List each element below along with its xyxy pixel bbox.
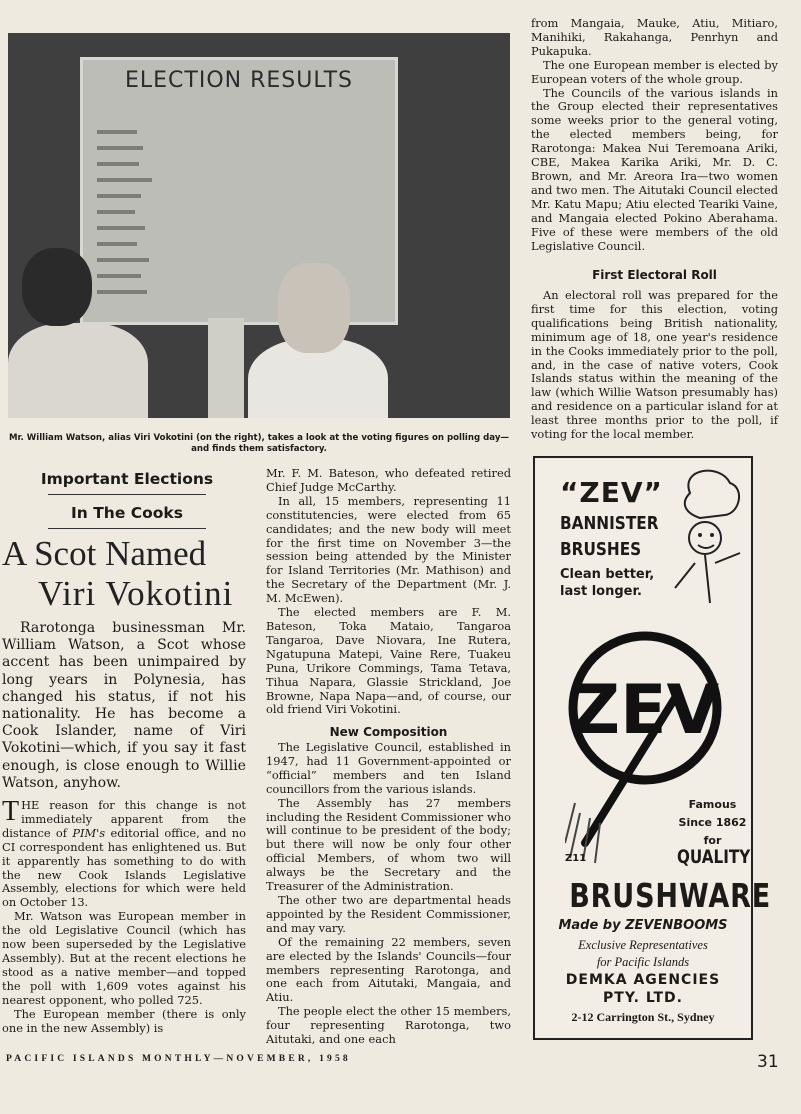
- photo-caption: Mr. William Watson, alias Viri Vokotini (on the right), takes a look at the voting figures on polling day—and finds them satisfactory.: [8, 433, 510, 454]
- logo-text: ZEV: [570, 671, 720, 750]
- article-title-line2: Viri Vokotini: [38, 574, 234, 613]
- divider: [48, 494, 206, 495]
- right-column-top: [531, 17, 778, 253]
- paragraph: The European member (there is only one in the new Assembly) is: [2, 1006, 246, 1035]
- paragraph: THE reason for this change is not immediately apparent from the distance of PIM's editorial office, and no CI correspondent has enlightened us. But it apparently has something to do with the new Cook Islands Legislative Assembly, elections for which were held on October 13.: [2, 796, 247, 910]
- heading-cooks: In The Cooks: [71, 504, 183, 522]
- results-board: [80, 57, 398, 325]
- brush-icon: [565, 693, 685, 863]
- ad-famous: Famous Since 1862 for: [678, 798, 747, 847]
- divider: [48, 528, 206, 529]
- ad-exclusive-line1: Exclusive Representatives: [578, 938, 708, 952]
- man-left: [8, 323, 148, 418]
- ad-code: Z11: [565, 853, 587, 864]
- paragraph: The other two are departmental heads appointed by the Resident Commissioner, and may vary.: [266, 892, 511, 935]
- paragraph: from Mangaia, Mauke, Atiu, Mitiaro, Manihiki, Rakahanga, Penrhyn and Pukapuka.: [531, 16, 778, 58]
- right-column-middle: [531, 289, 778, 442]
- ad-quality: QUALITY: [677, 846, 751, 868]
- paragraph: The elected members are F. M. Bateson, Toka Mataio, Tangaroa Tangaroa, Dave Niovara, Ine Rutera, Ngatupuna Matepi, Vaine Rere, Tuakeu Puna, Urikore Commings, Tama Tetava, Tihua Napara, Glassie Strickland, Joe Browne, Napa Napa—and, of course, our old friend Viri Vokotini.: [266, 605, 511, 717]
- ad-brushes: BRUSHES: [560, 539, 642, 560]
- ad-zev-heading: “ZEV”: [560, 476, 663, 509]
- paragraph: The Assembly has 27 members including the Resident Commissioner who will continue to be president of the body; but there will now be only four other official Members, of whom two will always be the Secretary and the Treasurer of the Administration.: [266, 795, 511, 894]
- paragraph: Mr. Watson was European member in the old Legislative Council (which has now been superseded by the Legislative Assembly). But at the recent elections he stood as a native member—and topped the poll with 1,609 votes against his nearest opponent, who polled 725.: [2, 909, 246, 1007]
- paragraph: Of the remaining 22 members, seven are elected by the Islands' Councils—four members representing Rarotonga, and one each from Aitutaki, Mangaia, and Atiu.: [266, 934, 511, 1005]
- mascot-icon: [660, 463, 750, 613]
- paragraph: The Councils of the various islands in the Group elected their representatives some weeks prior to the general voting, the elected members being, for Rarotonga: Makea Nui Teremoana Ariki, CBE, Makea Karika Ariki, Mr. D. C. Brown, and Mr. Areora Ira—two women and two men. The Aitutaki Council elected Mr. Katu Mapu; Atiu elected Teariki Vaine, and Mangaia elected Pokino Aberahama. Five of these were members of the old Legislative Council.: [531, 85, 778, 253]
- paragraph: The one European member is elected by European voters of the whole group.: [531, 57, 778, 86]
- heading-important: Important Elections: [40, 470, 214, 488]
- left-column-body: [2, 796, 247, 1035]
- board-title: ELECTION RESULTS: [125, 68, 353, 93]
- ad-demka: DEMKA AGENCIES: [565, 972, 721, 988]
- ad-brushware: BRUSHWARE: [569, 876, 772, 915]
- election-photo: [8, 33, 510, 418]
- article-title-line1: A Scot Named: [2, 534, 207, 573]
- subheading-new-composition: New Composition: [329, 725, 448, 739]
- zev-brush-advertisement: [533, 456, 772, 1040]
- middle-column-top: [266, 467, 511, 717]
- paragraph: In all, 15 members, representing 11 constitutencies, were elected from 65 candidates; and the new body will meet for the first time on November 3—the session being attended by the Minister for Island Territories (Mr. Mathison) and the Secretary of the Department (Mr. J. M. McEwen).: [266, 493, 511, 606]
- ad-address: 2-12 Carrington St., Sydney: [571, 1010, 715, 1024]
- ad-exclusive-line2: for Pacific Islands: [596, 955, 690, 969]
- lead-paragraph: Rarotonga businessman Mr. William Watson, a Scot whose accent has been unimpaired by long years in Polynesia, has changed his status, if not his nationality. He has become a Cook Islander, name of Viri Vokotini—which, if you say it fast enough, is close enough to Willie Watson, anyhow.: [2, 620, 246, 791]
- page-number: 31: [757, 1052, 779, 1072]
- paragraph: An electoral roll was prepared for the first time for this election, voting qualifications being British nationality, minimum age of 18, one year's residence in the Cooks immediately prior to the poll, and, in the case of native voters, Cook Islands status within the meaning of the law (which Willie Watson presumably has) and residence on a particular island for at least three months prior to the poll, if voting for the local member.: [531, 288, 778, 442]
- ad-slogan: Clean better, last longer.: [560, 567, 655, 599]
- running-footer: PACIFIC ISLANDS MONTHLY—NOVEMBER, 1958: [6, 1054, 351, 1064]
- paragraph: The Legislative Council, established in 1947, had 11 Government-appointed or “official” members and ten Island councillors from the various islands.: [266, 740, 511, 796]
- paragraph: Mr. F. M. Bateson, who defeated retired Chief Judge McCarthy.: [266, 466, 511, 494]
- subheading-first-electoral-roll: First Electoral Roll: [592, 268, 717, 282]
- ad-pty: PTY. LTD.: [603, 990, 683, 1006]
- drop-cap: T: [2, 796, 20, 827]
- middle-column-bottom: [266, 741, 511, 1047]
- ad-made-by: Made by ZEVENBOOMS: [558, 918, 728, 933]
- paragraph: The people elect the other 15 members, four representing Rarotonga, two Aitutaki, and one each: [266, 1004, 511, 1047]
- ad-bannister: BANNISTER: [560, 513, 659, 534]
